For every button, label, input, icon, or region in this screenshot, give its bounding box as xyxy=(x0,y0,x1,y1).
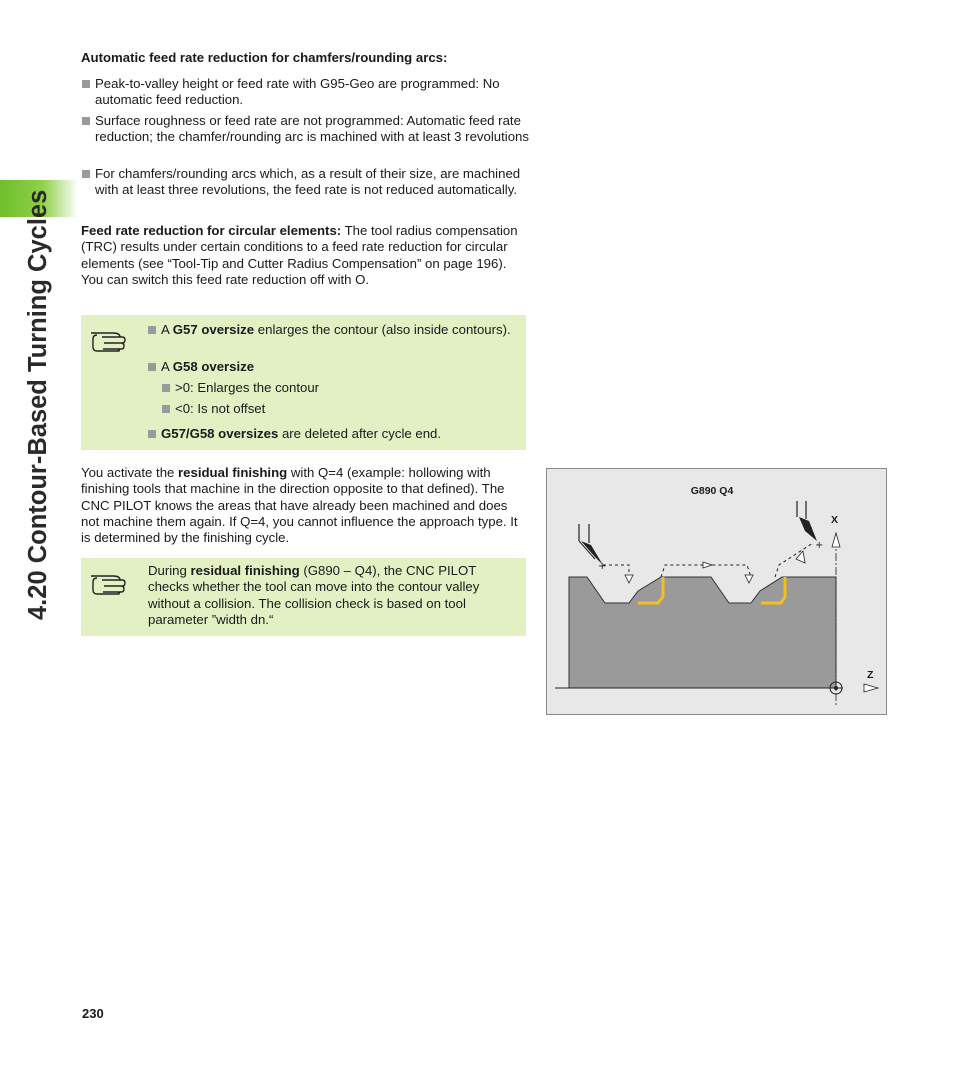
circular-lead: Feed rate reduction for circular elements: xyxy=(81,223,342,238)
dashed-path xyxy=(775,543,813,577)
workpiece-shape xyxy=(569,577,836,688)
figure-drawing xyxy=(547,469,886,714)
chapter-title: 4.20 Contour-Based Turning Cycles xyxy=(24,189,52,620)
bullet-square-icon xyxy=(148,430,156,438)
note-bullet: A G57 oversize enlarges the contour (also inside contours). xyxy=(148,322,518,338)
note-bullet: G57/G58 oversizes are deleted after cycle end. xyxy=(148,426,518,442)
list-item: For chamfers/rounding arcs which, as a result of their size, are machined with at least three revolutions, the feed rate is not reduced automatically. xyxy=(81,166,535,199)
bullet-square-icon xyxy=(148,326,156,334)
note-box-oversize xyxy=(81,315,526,450)
z-axis-label: Z xyxy=(867,669,874,681)
arrow-right xyxy=(703,562,712,568)
note-text: During residual finishing (G890 – Q4), the CNC PILOT checks whether the tool can move into the contour valley without a collision. The collision check is based on tool parameter ”width dn.“ xyxy=(148,563,480,627)
bullet-square-icon xyxy=(162,405,170,413)
bullet-square-icon xyxy=(82,80,90,88)
pointing-hand-icon xyxy=(89,568,129,596)
x-axis-arrow xyxy=(832,533,840,547)
bullet-square-icon xyxy=(162,384,170,392)
arrow-diag xyxy=(796,551,805,563)
svg-text:+: + xyxy=(598,561,607,572)
z-axis-arrow xyxy=(864,684,878,692)
right-tool xyxy=(797,501,823,551)
bullet-square-icon xyxy=(148,363,156,371)
svg-text:+: + xyxy=(815,540,824,551)
auto-feed-heading: Automatic feed rate reduction for chamfers/rounding arcs: xyxy=(81,50,448,65)
note-bullet: A G58 oversize xyxy=(148,359,518,375)
arrow-down xyxy=(625,575,633,583)
bullet-square-icon xyxy=(82,117,90,125)
list-item: Peak-to-valley height or feed rate with G95-Geo are programmed: No automatic feed reduction. xyxy=(81,76,535,109)
note-sub-bullet: >0: Enlarges the contour xyxy=(162,380,512,396)
residual-paragraph: You activate the residual finishing with Q=4 (example: hollowing with finishing tools that machine in the direction opposite to that defined). The CNC PILOT knows the areas that have already been machined and does not machine them again. If Q=4, you cannot influence the approach type. It is determined by the finishing cycle. xyxy=(81,465,518,546)
g890-q4-figure xyxy=(546,468,887,715)
pointing-hand-icon xyxy=(89,325,129,353)
circular-paragraph: Feed rate reduction for circular elements: The tool radius compensation (TRC) results under certain conditions to a feed rate reduction for circular elements (see “Tool-Tip and Cutter Radius Compensation” on page 196). You can switch this feed rate reduction off with O. xyxy=(81,223,518,287)
x-axis-label: X xyxy=(831,514,839,526)
bullet-square-icon xyxy=(82,170,90,178)
left-tool xyxy=(579,524,606,572)
note-box-residual xyxy=(81,558,526,636)
list-item: Surface roughness or feed rate are not programmed: Automatic feed rate reduction; the chamfer/rounding arc is machined with at least 3 revolutions xyxy=(81,113,535,146)
figure-title: G890 Q4 xyxy=(690,485,734,497)
page-number: 230 xyxy=(82,1006,104,1021)
arrow-down xyxy=(745,575,753,583)
note-sub-bullet: <0: Is not offset xyxy=(162,401,512,417)
